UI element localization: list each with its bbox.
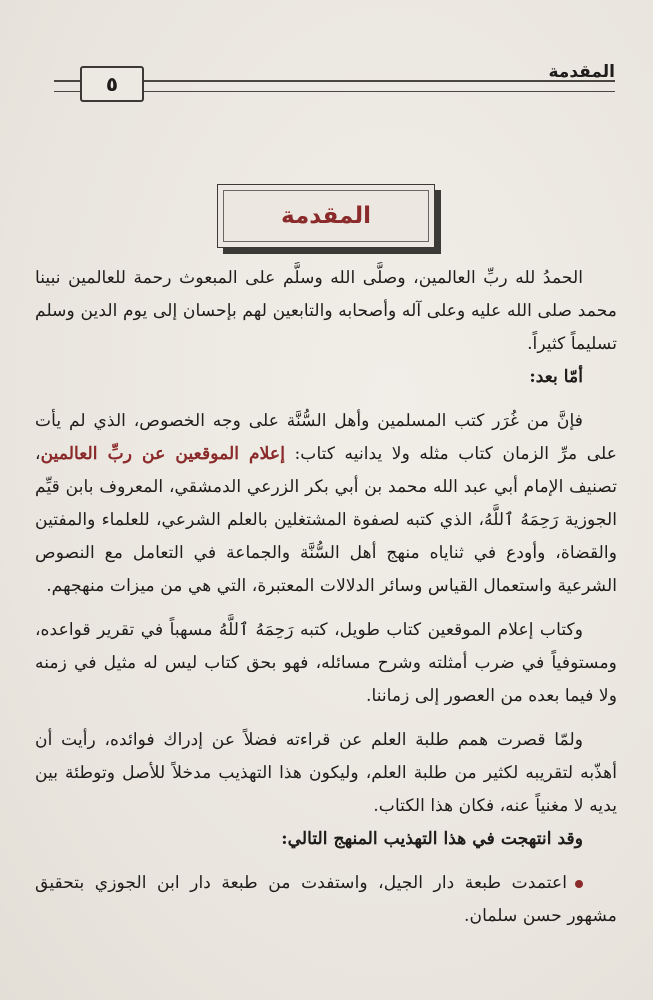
paragraph-amma-bad: أمّا بعد:	[529, 367, 583, 387]
paragraph-book-intro-start: فإنَّ من غُرَر كتب المسلمين وأهل السُّنَّة على وجه الخصوص، الذي لم يأت على مرِّ الزمان كتاب مثله ولا يدانيه كتاب:	[35, 411, 617, 464]
paragraph-book-intro-end: ، تصنيف الإمام أبي عبد الله محمد بن أبي بكر الزرعي الدمشقي، المعروف بابن قيِّم الجوزية رَحِمَهُ ٱللَّهُ، الذي كتبه لصفوة المشتغلين بالعلم الشرعي، للعلماء والمفتين والقضاة، وأودع في ثناياه منهج أهل السُّنَّة والجماعة في التعامل مع النصوص الشرعية واستعمال القياس وسائر الدلالات المعتبرة، التي هي من ميزات منهجهم.	[35, 444, 617, 596]
paragraph-book-intro	[35, 405, 617, 603]
bullet-item-text: اعتمدت طبعة دار الجيل، واستفدت من طبعة دار ابن الجوزي بتحقيق مشهور حسن سلمان.	[35, 873, 617, 926]
chapter-title-frame	[217, 184, 435, 248]
running-head-title: المقدمة	[548, 62, 615, 82]
method-heading: وقد انتهجت في هذا التهذيب المنهج التالي:	[281, 829, 583, 849]
paragraph-purpose: ولمّا قصرت همم طلبة العلم عن قراءته فضلاً عن إدراك فوائده، رأيت أن أهذّبه لتقريبه لكثير من طلبة العلم، وليكون هذا التهذيب مدخلاً للأصل وتوطئة بين يديه لا مغنياً عنه، فكان هذا الكتاب.	[35, 730, 617, 816]
chapter-title: المقدمة	[281, 203, 371, 229]
page-number: ٥	[80, 66, 144, 102]
bullet-dot-icon	[575, 880, 583, 888]
body-text	[35, 262, 617, 933]
bullet-item	[35, 867, 617, 933]
book-title-highlight: إعلام الموقعين عن ربِّ العالمين	[40, 444, 285, 464]
paragraph-book-description: وكتاب إعلام الموقعين كتاب طويل، كتبه رَحِمَهُ ٱللَّهُ مسهباً في تقرير قواعده، ومستوفياً في ضرب أمثلته وشرح مسائله، فهو بحق كتاب ليس له مثيل في زمنه ولا فيما بعده من العصور إلى زماننا.	[35, 620, 617, 706]
paragraph-praise: الحمدُ لله ربِّ العالمين، وصلَّى الله وسلَّم على المبعوث رحمة للعالمين نبينا محمد صلى الله عليه وعلى آله وأصحابه والتابعين لهم بإحسان إلى يوم الدين وسلم تسليماً كثيراً.	[35, 268, 617, 354]
